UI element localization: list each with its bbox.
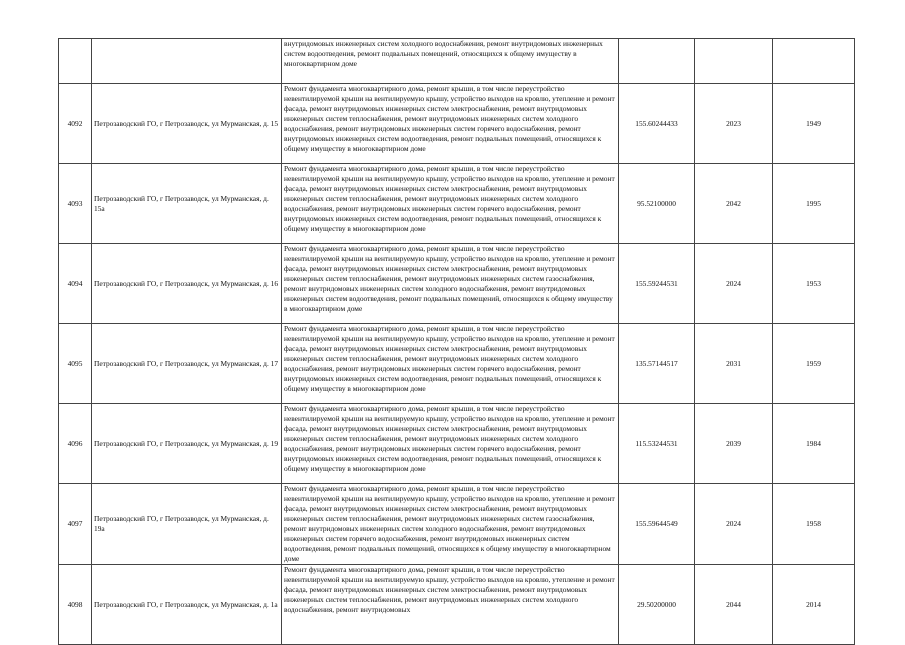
cost-cell: 155.60244433 (619, 84, 695, 164)
address-cell (92, 39, 282, 84)
planned-year-cell (695, 39, 773, 84)
table-row (59, 84, 855, 164)
planned-year-cell: 2031 (695, 324, 773, 404)
row-number: 4097 (59, 484, 92, 565)
table-row (59, 39, 855, 84)
address-cell: Петрозаводский ГО, г Петрозаводск, ул Мурманская, д. 15 (92, 84, 282, 164)
build-year-cell: 1995 (773, 164, 855, 244)
address-cell: Петрозаводский ГО, г Петрозаводск, ул Мурманская, д. 17 (92, 324, 282, 404)
cost-cell (619, 39, 695, 84)
cost-cell: 135.57144517 (619, 324, 695, 404)
build-year-cell: 1953 (773, 244, 855, 324)
table-row (59, 164, 855, 244)
work-types-cell: Ремонт фундамента многоквартирного дома, ремонт крыши, в том числе переустройство невентилируемой крыши на вентилируемую крышу, устройство выходов на кровлю, утепление и ремонт фасада, ремонт внутридомовых инженерных систем электроснабжения, ремонт внутридомовых инженерных систем теплоснабжения, ремонт внутридомовых инженерных систем холодного водоснабжения, ремонт внутридомовых инженерных систем горячего водоснабжения, ремонт внутридомовых инженерных систем водоотведения, ремонт подвальных помещений, относящихся к общему имуществу в многоквартирном доме (282, 324, 619, 404)
work-types-cell: внутридомовых инженерных систем холодного водоснабжения, ремонт внутридомовых инженерных систем водоотведения, ремонт подвальных помещений, относящихся к общему имуществу в многоквартирном доме (282, 39, 619, 84)
capital-repair-table (58, 38, 855, 645)
address-cell: Петрозаводский ГО, г Петрозаводск, ул Мурманская, д. 15а (92, 164, 282, 244)
row-number: 4095 (59, 324, 92, 404)
work-types-cell: Ремонт фундамента многоквартирного дома, ремонт крыши, в том числе переустройство невентилируемой крыши на вентилируемую крышу, устройство выходов на кровлю, утепление и ремонт фасада, ремонт внутридомовых инженерных систем электроснабжения, ремонт внутридомовых инженерных систем теплоснабжения, ремонт внутридомовых инженерных систем газоснабжения, ремонт внутридомовых инженерных систем холодного водоснабжения, ремонт внутридомовых инженерных систем горячего водоснабжения, ремонт внутридомовых инженерных систем водоотведения, ремонт подвальных помещений, относящихся к общему имуществу в многоквартирном доме (282, 484, 619, 565)
build-year-cell: 2014 (773, 565, 855, 645)
planned-year-cell: 2039 (695, 404, 773, 484)
table-row (59, 565, 855, 645)
row-number: 4092 (59, 84, 92, 164)
work-types-cell: Ремонт фундамента многоквартирного дома, ремонт крыши, в том числе переустройство невентилируемой крыши на вентилируемую крышу, устройство выходов на кровлю, утепление и ремонт фасада, ремонт внутридомовых инженерных систем электроснабжения, ремонт внутридомовых инженерных систем теплоснабжения, ремонт внутридомовых инженерных систем холодного водоснабжения, ремонт внутридомовых инженерных систем горячего водоснабжения, ремонт внутридомовых инженерных систем водоотведения, ремонт подвальных помещений, относящихся к общему имуществу в многоквартирном доме (282, 84, 619, 164)
table-row (59, 244, 855, 324)
cost-cell: 155.59644549 (619, 484, 695, 565)
address-cell: Петрозаводский ГО, г Петрозаводск, ул Мурманская, д. 16 (92, 244, 282, 324)
work-types-cell: Ремонт фундамента многоквартирного дома, ремонт крыши, в том числе переустройство невентилируемой крыши на вентилируемую крышу, устройство выходов на кровлю, утепление и ремонт фасада, ремонт внутридомовых инженерных систем электроснабжения, ремонт внутридомовых инженерных систем теплоснабжения, ремонт внутридомовых инженерных систем холодного водоснабжения, ремонт внутридомовых (282, 565, 619, 645)
row-number: 4098 (59, 565, 92, 645)
planned-year-cell: 2024 (695, 484, 773, 565)
cost-cell: 95.52100000 (619, 164, 695, 244)
row-number: 4093 (59, 164, 92, 244)
address-cell: Петрозаводский ГО, г Петрозаводск, ул Мурманская, д. 19 (92, 404, 282, 484)
work-types-cell: Ремонт фундамента многоквартирного дома, ремонт крыши, в том числе переустройство невентилируемой крыши на вентилируемую крышу, устройство выходов на кровлю, утепление и ремонт фасада, ремонт внутридомовых инженерных систем электроснабжения, ремонт внутридомовых инженерных систем теплоснабжения, ремонт внутридомовых инженерных систем холодного водоснабжения, ремонт внутридомовых инженерных систем горячего водоснабжения, ремонт внутридомовых инженерных систем водоотведения, ремонт подвальных помещений, относящихся к общему имуществу в многоквартирном доме (282, 164, 619, 244)
build-year-cell: 1949 (773, 84, 855, 164)
cost-cell: 155.59244531 (619, 244, 695, 324)
table-row (59, 484, 855, 565)
row-number: 4096 (59, 404, 92, 484)
address-cell: Петрозаводский ГО, г Петрозаводск, ул Мурманская, д. 19а (92, 484, 282, 565)
build-year-cell: 1958 (773, 484, 855, 565)
cost-cell: 29.50200000 (619, 565, 695, 645)
table-row (59, 404, 855, 484)
build-year-cell: 1959 (773, 324, 855, 404)
build-year-cell: 1984 (773, 404, 855, 484)
cost-cell: 115.53244531 (619, 404, 695, 484)
address-cell: Петрозаводский ГО, г Петрозаводск, ул Мурманская, д. 1а (92, 565, 282, 645)
planned-year-cell: 2044 (695, 565, 773, 645)
table-row (59, 324, 855, 404)
work-types-cell: Ремонт фундамента многоквартирного дома, ремонт крыши, в том числе переустройство невентилируемой крыши на вентилируемую крышу, устройство выходов на кровлю, утепление и ремонт фасада, ремонт внутридомовых инженерных систем электроснабжения, ремонт внутридомовых инженерных систем теплоснабжения, ремонт внутридомовых инженерных систем холодного водоснабжения, ремонт внутридомовых инженерных систем горячего водоснабжения, ремонт внутридомовых инженерных систем водоотведения, ремонт подвальных помещений, относящихся к общему имуществу в многоквартирном доме (282, 404, 619, 484)
planned-year-cell: 2042 (695, 164, 773, 244)
row-number (59, 39, 92, 84)
work-types-cell: Ремонт фундамента многоквартирного дома, ремонт крыши, в том числе переустройство невентилируемой крыши на вентилируемую крышу, устройство выходов на кровлю, утепление и ремонт фасада, ремонт внутридомовых инженерных систем электроснабжения, ремонт внутридомовых инженерных систем теплоснабжения, ремонт внутридомовых инженерных систем газоснабжения, ремонт внутридомовых инженерных систем холодного водоснабжения, ремонт внутридомовых инженерных систем водоотведения, ремонт подвальных помещений, относящихся к общему имуществу в многоквартирном доме (282, 244, 619, 324)
row-number: 4094 (59, 244, 92, 324)
build-year-cell (773, 39, 855, 84)
planned-year-cell: 2024 (695, 244, 773, 324)
planned-year-cell: 2023 (695, 84, 773, 164)
